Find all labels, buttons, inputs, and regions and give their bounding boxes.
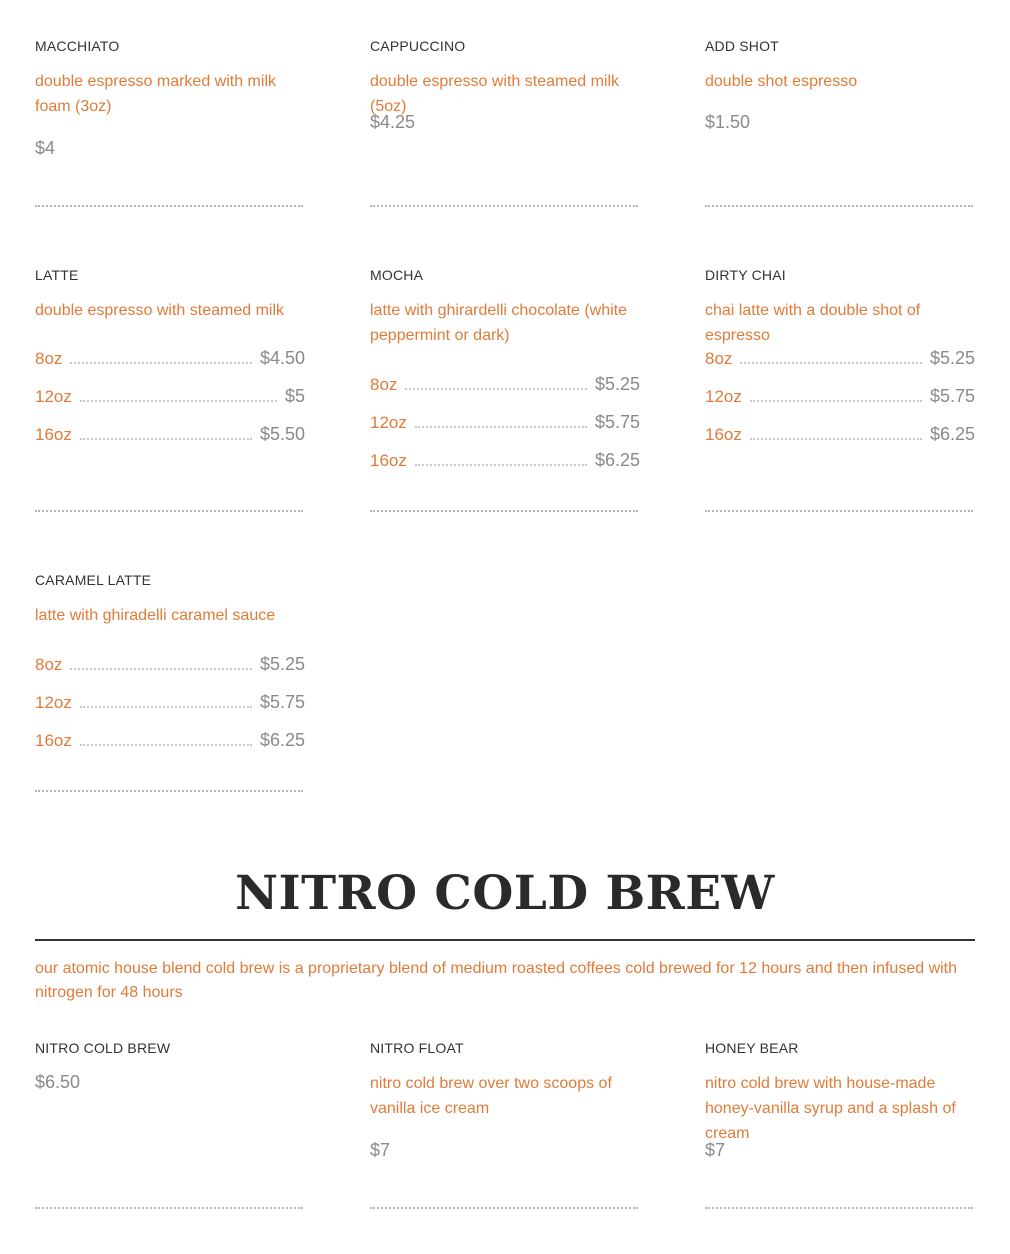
dotted-leader bbox=[750, 438, 922, 440]
size-price: $5.25 bbox=[259, 654, 305, 674]
item-name: HONEY BEAR bbox=[705, 1040, 799, 1056]
size-price: $5.75 bbox=[259, 692, 305, 712]
item-description: latte with ghiradelli caramel sauce bbox=[35, 607, 276, 624]
item-name: LATTE bbox=[35, 267, 79, 283]
size-row bbox=[35, 383, 305, 407]
item-price: $7 bbox=[370, 1140, 391, 1160]
size-price: $5.75 bbox=[594, 412, 640, 432]
size-label: 16oz bbox=[35, 731, 72, 750]
section-divider bbox=[35, 939, 975, 941]
item-name: MOCHA bbox=[370, 267, 424, 283]
size-price: $5.75 bbox=[929, 386, 975, 406]
size-label: 12oz bbox=[705, 387, 742, 406]
size-row bbox=[370, 447, 640, 471]
item-price: $4 bbox=[35, 138, 56, 158]
dotted-leader bbox=[405, 388, 587, 390]
dotted-leader bbox=[740, 362, 922, 364]
size-price: $5.25 bbox=[594, 374, 640, 394]
size-row bbox=[35, 727, 305, 751]
dotted-separator bbox=[705, 510, 973, 512]
size-label: 16oz bbox=[35, 425, 72, 444]
item-name: NITRO FLOAT bbox=[370, 1040, 464, 1056]
dotted-separator bbox=[35, 1207, 303, 1209]
dotted-leader bbox=[70, 668, 252, 670]
item-description: double espresso with steamed milk bbox=[35, 302, 285, 319]
dotted-separator bbox=[35, 790, 303, 792]
size-price: $4.50 bbox=[259, 348, 305, 368]
dotted-separator bbox=[705, 205, 973, 207]
item-price: $7 bbox=[705, 1140, 726, 1160]
size-label: 12oz bbox=[35, 693, 72, 712]
dotted-leader bbox=[70, 362, 252, 364]
size-label: 8oz bbox=[35, 349, 63, 368]
size-row bbox=[370, 371, 640, 395]
size-label: 8oz bbox=[370, 375, 398, 394]
item-description: double espresso with steamed milk (5oz) bbox=[370, 73, 620, 115]
size-label: 12oz bbox=[35, 387, 72, 406]
dotted-separator bbox=[705, 1207, 973, 1209]
size-row bbox=[705, 383, 975, 407]
item-name: CAPPUCCINO bbox=[370, 38, 466, 54]
item-description: nitro cold brew over two scoops of vanilla ice cream bbox=[370, 1075, 612, 1117]
item-price: $1.50 bbox=[705, 112, 751, 132]
size-label: 8oz bbox=[705, 349, 733, 368]
dotted-leader bbox=[750, 400, 922, 402]
item-name: DIRTY CHAI bbox=[705, 267, 786, 283]
item-description: latte with ghirardelli chocolate (white peppermint or dark) bbox=[370, 302, 628, 344]
dotted-separator bbox=[370, 1207, 638, 1209]
size-row bbox=[705, 421, 975, 445]
dotted-leader bbox=[80, 706, 252, 708]
size-price: $5 bbox=[284, 386, 305, 406]
item-description: double shot espresso bbox=[705, 73, 858, 90]
item-name: MACCHIATO bbox=[35, 38, 120, 54]
item-name: CARAMEL LATTE bbox=[35, 572, 152, 588]
size-row bbox=[35, 345, 305, 369]
size-price: $5.25 bbox=[929, 348, 975, 368]
size-row bbox=[35, 421, 305, 445]
size-row bbox=[705, 345, 975, 369]
item-description: chai latte with a double shot of espresso bbox=[705, 302, 921, 344]
size-row bbox=[35, 689, 305, 713]
size-price: $6.25 bbox=[259, 730, 305, 750]
size-row bbox=[370, 409, 640, 433]
section-title: NITRO COLD BREW bbox=[235, 866, 775, 921]
size-label: 8oz bbox=[35, 655, 63, 674]
dotted-separator bbox=[35, 205, 303, 207]
size-label: 16oz bbox=[705, 425, 742, 444]
dotted-leader bbox=[415, 426, 587, 428]
item-description: double espresso marked with milk foam (3oz) bbox=[35, 73, 276, 115]
size-row bbox=[35, 651, 305, 675]
item-name: NITRO COLD BREW bbox=[35, 1040, 171, 1056]
section-description: our atomic house blend cold brew is a proprietary blend of medium roasted coffees cold brewed for 12 hours and then infused with nitrogen for 48 hours bbox=[35, 960, 958, 1001]
item-description: nitro cold brew with house-made honey-vanilla syrup and a splash of cream bbox=[705, 1075, 956, 1142]
dotted-separator bbox=[370, 205, 638, 207]
size-price: $5.50 bbox=[259, 424, 305, 444]
dotted-separator bbox=[35, 510, 303, 512]
size-label: 12oz bbox=[370, 413, 407, 432]
dotted-separator bbox=[370, 510, 638, 512]
item-price: $6.50 bbox=[35, 1072, 81, 1092]
size-price: $6.25 bbox=[594, 450, 640, 470]
dotted-leader bbox=[80, 744, 252, 746]
item-name: ADD SHOT bbox=[705, 38, 779, 54]
item-price: $4.25 bbox=[370, 112, 416, 132]
dotted-leader bbox=[80, 438, 252, 440]
size-price: $6.25 bbox=[929, 424, 975, 444]
dotted-leader bbox=[80, 400, 277, 402]
dotted-leader bbox=[415, 464, 587, 466]
size-label: 16oz bbox=[370, 451, 407, 470]
